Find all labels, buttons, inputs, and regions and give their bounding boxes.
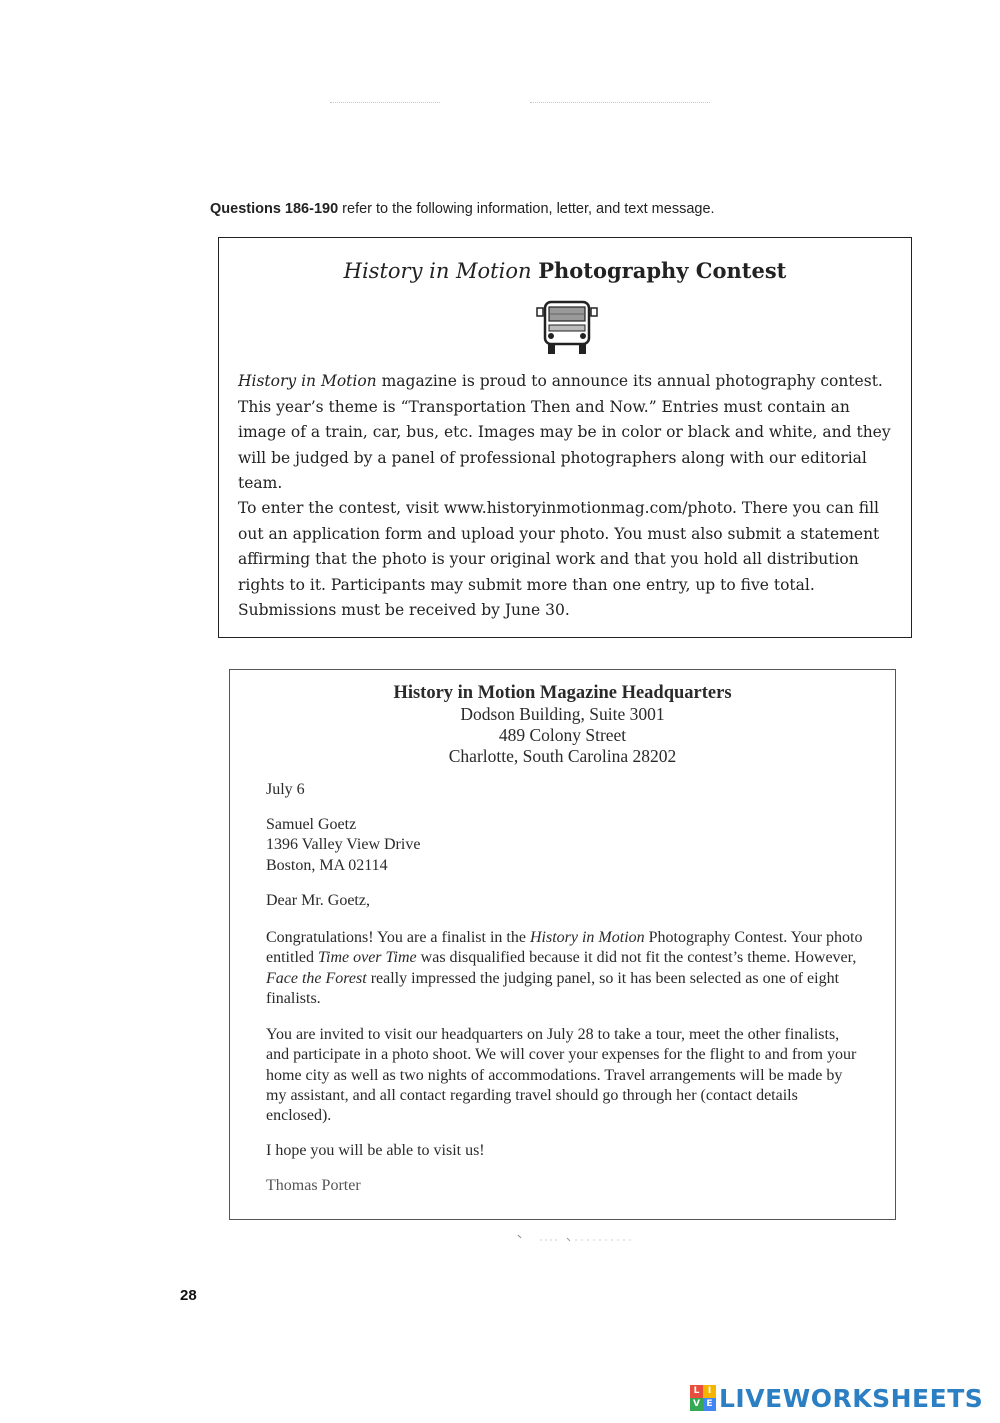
letter-paragraph-2: You are invited to visit our headquarters on July 28 to take a tour, meet the other finalists, and participate in a photo shoot. We will cover your expenses for the flight to and from your home city as well as two nights of accommodations. Travel arrangements will be made by my assistant, and all contact regarding travel should go through her (contact details enclosed).: [266, 1026, 857, 1125]
liveworksheets-mark-icon: [690, 1385, 716, 1411]
letter-p1-text: Congratulations! You are a finalist in the: [266, 929, 530, 946]
questions-intro-text: refer to the following information, letter, and text message.: [338, 201, 715, 217]
letter-signature: Thomas Porter: [266, 1177, 361, 1194]
notice-title-magazine: History in Motion: [343, 259, 532, 283]
letter-p1-text: really impressed the judging panel, so it has been selected as one of eight finalists.: [266, 969, 840, 1007]
letterhead-street: 489 Colony Street: [498, 725, 627, 745]
liveworksheets-logo: [690, 1383, 983, 1413]
letter-p1-magazine: History in Motion: [529, 929, 645, 946]
notice-magazine-name: History in Motion: [238, 372, 377, 390]
questions-intro: [210, 201, 715, 217]
letter-p1-photo-title: Face the Forest: [266, 969, 367, 987]
letter-date: July 6: [266, 781, 305, 798]
recipient-city: Boston, MA 02114: [266, 856, 388, 874]
letter-p1-text: was disqualified because it did not fit the contest’s theme. However,: [416, 949, 857, 967]
questions-range: Questions 186-190: [210, 201, 339, 217]
letter: [229, 669, 896, 1220]
notice-paragraph-1-text: magazine is proud to announce its annual photography contest. This year’s theme is “Transportation Then and Now.” Entries must contain an image of a train, car, bus, etc. Images may be in color or black and white, and they will be judged by a panel of professional photographers along with our editorial team.: [238, 372, 891, 492]
notice-title-contest: Photography Contest: [538, 258, 787, 283]
scan-artifact: [530, 102, 710, 103]
recipient-street: 1396 Valley View Drive: [266, 836, 421, 854]
brand-mark-letter: V: [690, 1398, 703, 1411]
scan-artifact: [330, 102, 440, 103]
scan-artifact: [515, 1234, 635, 1244]
letter-p1-text: Photography Contest. Your photo entitled: [266, 929, 863, 967]
letter-p1-photo-title: Time over Time: [317, 949, 417, 967]
brand-mark-letter: L: [690, 1385, 703, 1398]
notice-paragraph-2: To enter the contest, visit www.historyinmotionmag.com/photo. There you can fill out an application form and upload your photo. You must also submit a statement affirming that the photo is your original work and that you hold all distribution rights to it. Participants may submit more than one entry, up to five total. Submissions must be received by June 30.: [238, 499, 880, 619]
bus-icon: [535, 298, 599, 358]
letterhead-title: History in Motion Magazine Headquarters: [393, 683, 732, 703]
brand-mark-letter: I: [703, 1385, 716, 1398]
letter-closing: I hope you will be able to visit us!: [266, 1142, 485, 1159]
notice-title: [219, 258, 911, 283]
contest-notice: [218, 237, 912, 638]
brand-name: LIVEWORKSHEETS: [719, 1383, 984, 1413]
letter-paragraph-1: [266, 928, 866, 1009]
recipient-name: Samuel Goetz: [266, 816, 357, 833]
brand-mark-letter: E: [703, 1398, 716, 1411]
page-number: 28: [180, 1287, 197, 1304]
letterhead-city: Charlotte, South Carolina 28202: [448, 746, 677, 766]
notice-paragraph-1: [238, 369, 898, 497]
recipient-address: [266, 815, 866, 876]
letter-greeting: Dear Mr. Goetz,: [266, 892, 370, 909]
letterhead-building: Dodson Building, Suite 3001: [460, 704, 665, 724]
letterhead: [230, 683, 895, 767]
